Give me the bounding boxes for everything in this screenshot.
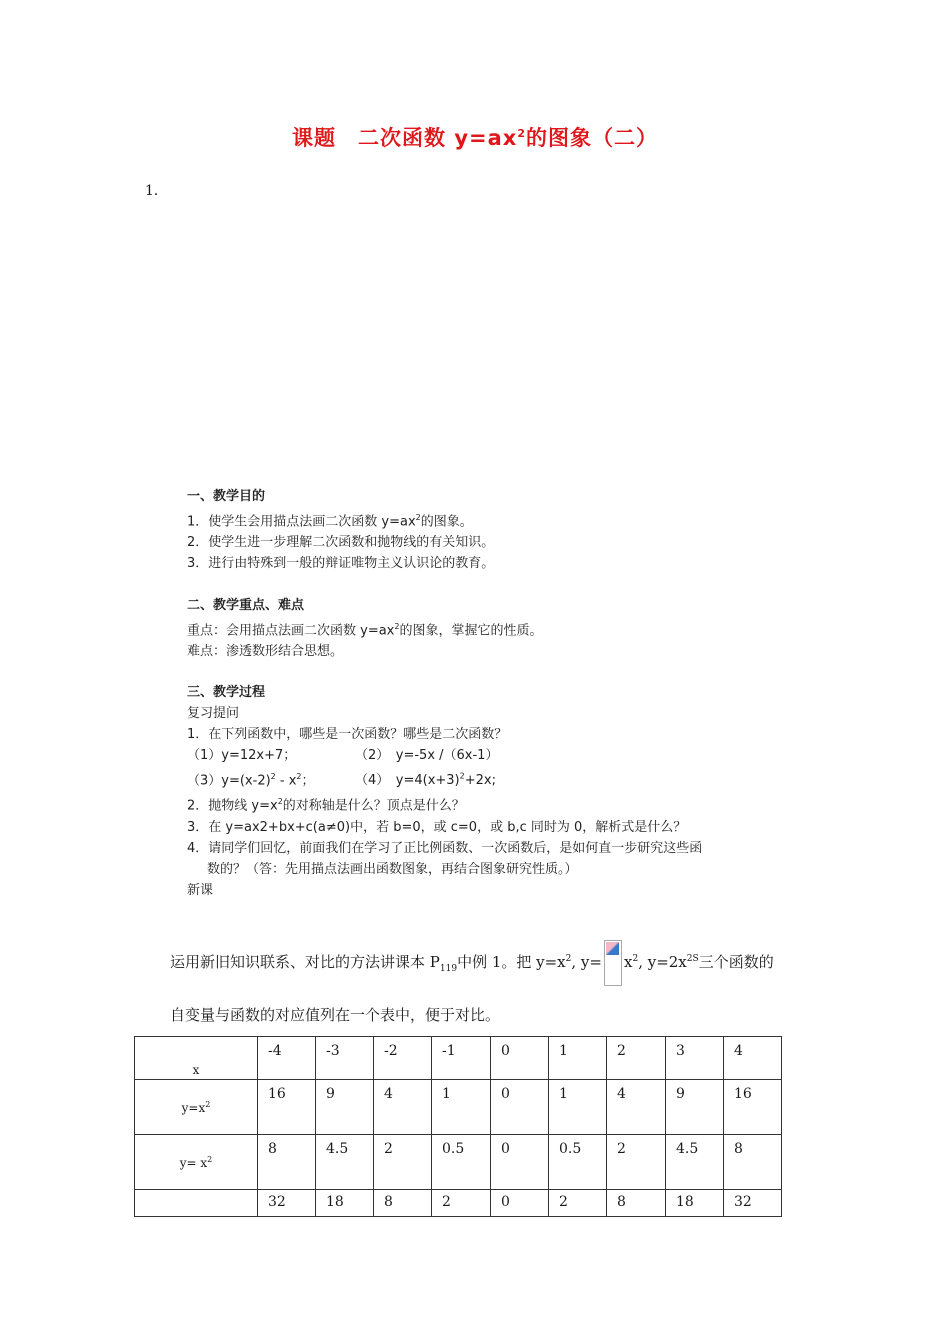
table-cell: 4.5 <box>316 1135 374 1190</box>
table-cell: -1 <box>432 1037 491 1080</box>
page-title: 课题 二次函数 $y=ax^2$的图象（二） <box>292 126 658 150</box>
fraction-image-icon <box>604 940 622 986</box>
table-cell: 0 <box>491 1135 549 1190</box>
section-process <box>187 682 807 901</box>
table-cell: 4 <box>607 1080 666 1135</box>
table-cell: 3 <box>666 1037 724 1080</box>
option-1: （1）y=12x+7； <box>187 748 297 763</box>
list-item: 1．使学生会用描点法画二次函数 $y=ax^2$的图象。 <box>187 513 473 530</box>
review-label: 复习提问 <box>187 706 240 721</box>
table-cell: 0.5 <box>549 1135 607 1190</box>
table-cell: 2 <box>432 1190 491 1217</box>
table-row <box>135 1190 782 1217</box>
row-header-y3 <box>135 1190 258 1217</box>
paragraph-line-2: 自变量与函数的对应值列在一个表中，便于对比。 <box>170 1006 501 1024</box>
table-cell: 32 <box>258 1190 316 1217</box>
table-cell: 2 <box>549 1190 607 1217</box>
option-3: $(3)y=(x-2)^2 - x^2$； <box>187 772 315 789</box>
question-1-options-row2 <box>187 766 807 791</box>
value-table <box>134 1036 782 1217</box>
question-1: 1．在下列函数中，哪些是一次函数？哪些是二次函数？ <box>187 727 508 742</box>
table-cell: 1 <box>549 1037 607 1080</box>
section-objectives <box>187 486 807 574</box>
table-cell: 4.5 <box>666 1135 724 1190</box>
table-cell: 16 <box>724 1080 782 1135</box>
table-cell: -2 <box>374 1037 432 1080</box>
question-3: 3．在 y=ax2+bx+c(a≠0)中，若 b=0，或 c=0，或 b,c 同时为 0，解析式是什么？ <box>187 819 687 835</box>
table-row <box>135 1080 782 1135</box>
table-cell: 8 <box>374 1190 432 1217</box>
table-cell: 8 <box>258 1135 316 1190</box>
table-cell: 8 <box>607 1190 666 1217</box>
section-key-points <box>187 595 807 662</box>
table-cell: 2 <box>607 1135 666 1190</box>
table-cell: 18 <box>666 1190 724 1217</box>
key-point: 重点：会用描点法画二次函数 $y=ax^2$的图象，掌握它的性质。 <box>187 622 543 639</box>
table-cell: 4 <box>374 1080 432 1135</box>
option-2: （2） y=-5x /（6x-1） <box>355 748 499 763</box>
row-header-y2: $y= x^2$ <box>135 1135 258 1190</box>
question-2: 2．抛物线 $y=x^2$的对称轴是什么？顶点是什么？ <box>187 797 465 814</box>
table-cell: -3 <box>316 1037 374 1080</box>
table-cell: 0 <box>491 1190 549 1217</box>
question-number: 1． <box>145 183 168 199</box>
table-row <box>135 1135 782 1190</box>
list-item: 3．进行由特殊到一般的辩证唯物主义认识论的教育。 <box>187 556 495 572</box>
section-heading: 一、教学目的 <box>187 489 266 504</box>
table-cell: 32 <box>724 1190 782 1217</box>
difficult-point: 难点：渗透数形结合思想。 <box>187 644 344 660</box>
table-cell: 0 <box>491 1037 549 1080</box>
table-cell: -4 <box>258 1037 316 1080</box>
table-cell: 0 <box>491 1080 549 1135</box>
question-1-options-row1 <box>187 745 807 766</box>
table-cell: 9 <box>316 1080 374 1135</box>
list-item: 2．使学生进一步理解二次函数和抛物线的有关知识。 <box>187 535 495 551</box>
table-cell: 1 <box>549 1080 607 1135</box>
table-cell: 18 <box>316 1190 374 1217</box>
new-lesson-label: 新课 <box>187 882 214 898</box>
table-cell: 9 <box>666 1080 724 1135</box>
table-cell: 2 <box>607 1037 666 1080</box>
question-4: 4．请同学们回忆，前面我们在学习了正比例函数、一次函数后，是如何直一步研究这些函 <box>187 840 703 856</box>
paragraph-line-1: 运用新旧知识联系、对比的方法讲课本 $P_{119}$中例 1。把 $y=x^2$, y= $x^2$, $y=2x^{2S}$三个函数的 <box>170 940 774 986</box>
section-heading: 二、教学重点、难点 <box>187 598 305 613</box>
table-row <box>135 1037 782 1080</box>
section-heading: 三、教学过程 <box>187 685 266 700</box>
row-header-x: x <box>135 1037 258 1080</box>
table-cell: 1 <box>432 1080 491 1135</box>
option-4: （4） $y=4(x+3)^2+2x$; <box>355 772 496 789</box>
table-cell: 4 <box>724 1037 782 1080</box>
table-cell: 2 <box>374 1135 432 1190</box>
table-cell: 16 <box>258 1080 316 1135</box>
table-cell: 0.5 <box>432 1135 491 1190</box>
question-4-continued: 数的？（答：先用描点法画出函数图象，再结合图象研究性质。） <box>207 861 578 877</box>
table-cell: 8 <box>724 1135 782 1190</box>
row-header-y1: $y=x^2$ <box>135 1080 258 1135</box>
